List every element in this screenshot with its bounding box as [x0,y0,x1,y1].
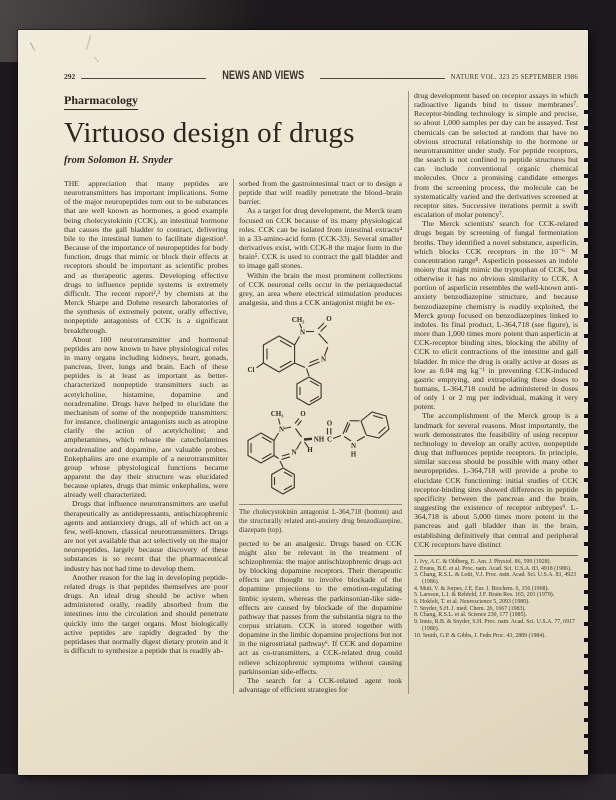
journal-volume-date: NATURE VOL. 323 25 SEPTEMBER 1986 [450,74,578,81]
reference-item: 5. Larsson, L.I. & Rehfeld, J.F. Brain Res. 165, 201 (1979). [414,592,555,599]
atom-label-ch3: CH₃ [291,316,305,325]
reference-item: 10. Smith, G.P. & Gibbs, J. Fedn Proc. 43, 2889 (1984). [414,632,546,639]
header-rule-right [320,78,444,79]
references-list [414,555,578,639]
reference-item: 3. Chang, R.S.L. & Lotti, V.J. Proc. natn. Acad. Sci. U.S.A. 83, 4923 (1986). [414,572,577,585]
paragraph: About 100 neurotransmitter and hormonal peptides are now known to have physiological roles in many organs including kidneys, heart, gonads, pancreas, liver, lungs and brain. Each of these peptides is at least as important as better-characterized nonpeptide transmitters such as acetylcholine, histamine, dopamine and noradrenaline. Drugs have helped to elucidate the mechanism of some of the nonpeptide transmitters: for instance, cholinergic antagonists such as atropine clarify the action of acetylcholine; and amphetamines, which release the catecholamines noradrenaline and dopamine, are valuable probes. Enkephalins are one example of a neurotransmitter group whose physiological functions became apparent the day their structure was elucidated because opiates, drugs that mimic enkephalins, were already well characterized. [64,334,228,500]
reference-item: 7. Snyder, S.H. J. med. Chem. 26, 1667 (1983). [414,605,526,612]
atom-label-n: N [350,442,357,451]
reference-item: 6. Hokfelt, T. et al. Neuroscience 5, 2093 (1980). [414,599,530,606]
page-header [64,70,578,81]
paragraph: THE appreciation that many peptides are neurotransmitters has important implications. Some of the major neuropeptides turn out to be substances that are well known as hormones, a good example being cholecystokinin (CCK), an intestinal hormone that causes the gall bladder to contract, delivering bile to the intestinal lumen to facilitate digestion¹. Because of the importance of neuropeptides for body function, drugs that mimic or block their effects at receptors should be important as scientific probes and as therapeutic agents. Developing effective drugs to influence peptide systems is extremely difficult. The recent report²,³ by chemists at the Merck Sharpe and Dohme research laboratories of the synthesis of extremely potent, orally effective, nonpeptide antagonists of CCK is a significant breakthrough. [64,179,228,335]
section-title: NEWS AND VIEWS [221,70,304,82]
article-category: Pharmacology [64,93,138,110]
atom-label-n: N [299,328,306,337]
diazepam-structure [257,323,328,405]
paragraph: Within the brain the most prominent collections of CCK neuronal cells occur in the periaqueductal grey, an area where electrical stimulation produces analgesia, and thus a CCK antagonist might be ex- [239,270,402,308]
chemical-structures-figure [239,310,402,534]
column-1 [64,179,228,694]
paragraph: The accomplishment of the Merck group is a landmark for several reasons. Most importantly, the work demonstrates the feasibility of using receptor technology to develop an orally active, nonpeptide drug that influences peptide receptors. In principle, similar success should be possible with many other neuropeptides. L-364,718 will provide a probe to elucidate CCK functioning: initial studies of CCK receptor-binding sites showed differences in peptide specificity between the pancreas and the brain, suggesting the existence of receptor subtypes⁹. L-364,718 is about 5,000 times more potent in the pancreas and gall bladder than in the brain, establishing definitively that central and peripheral CCK receptors have distinct [414,411,578,549]
atom-label-h: H [350,450,357,459]
reference-item: 4. Mutt, V. & Jorpes, J.E. Eur. J. Biochem. 6, 156 (1968). [414,585,549,592]
atom-label-nh: NH [313,435,325,444]
reference-item: 1. Ivy, A.C. & Oldberg, E. Am. J. Physiol. 86, 599 (1928). [414,558,551,565]
atom-label-n: N [320,355,327,364]
atom-label-n: N [278,425,285,434]
page-number: 292 [64,72,76,81]
atom-label-ch3: CH₃ [270,410,284,419]
paragraph: sorbed from the gastrointesintal tract or to design a peptide that will readily penetrate the blood–brain barrier. [239,179,402,207]
paragraph: The search for a CCK-related agent took advantage of efficient strategies for [239,675,402,695]
reference-item: 8. Chang, R.S.L. et al. Science 230, 177 (1985). [414,612,527,619]
atom-label-h: H [307,446,313,455]
figure-caption: The cholecystokinin antagonist L-364,718 (bottom) and the structurally related anti-anxiety drug benzodiazepine, diazepam (top). [239,504,402,534]
structure-drawing [239,310,402,502]
paragraph: pected to be an analgesic. Drugs based on CCK might also be relevant in the treatment of schizophrenia: the major antischizophrenic drugs act by blocking dopamine receptors. Their therapeutic effects are thought to involve blockade of the dopamine projections to the emotion-regulating limbic system, whereas the parkinsonian-like side-effects are caused by blockade of the dopamine pathway that passes from the substantia nigra to the corpus striatum. CCK is stored together with dopamine in the limbic dopamine projections but not in the nigrostriatal pathway⁶. If CCK and dopamine act as co-transmitters, a CCK-related drug could relieve schizophrenic symptoms without causing parkinsonian side-effects. [239,538,402,676]
paragraph: Another reason for the lag in developing peptide-related drugs is that peptides themselves are poor drugs. An ideal drug should be active when administered orally, readily absorbed from the intestines into the circulation and should penetrate quickly into the target organs. Most biologically active peptides are rapidly degraded by the peptidases that normally digest dietary protein and it is difficult to synthesize a peptide that is readily ab- [64,572,228,655]
article-byline: from Solomon H. Snyder [64,155,173,166]
column-2 [233,179,402,694]
atom-label-c: C [326,435,333,444]
reference-item: 9. Innis, R.B. & Snyder, S.H. Proc. natn. Acad. Sci. U.S.A. 77, 6917 (1980). [414,619,575,632]
header-rule-left [81,78,205,79]
article-left-block [64,91,403,694]
journal-page [18,30,588,775]
atom-label-cl: Cl [247,366,255,375]
page-content [18,30,588,775]
article-body [64,91,578,694]
column-3 [408,91,578,694]
paragraph: drug development based on receptor assays in which radioactive ligands bind to tissue membranes⁷. Receptor-binding technology is simple and precise, so about 1,000 samples per day can be assayed. Test chemicals can be selected at random that have no obvious structural relationship to the hormone or neurotransmitter under study. For peptide receptors, the search is not confined to peptide structures but can include conventional organic chemical molecules. Once a promising candidate emerges from the screening process, the molecule can be systematically varied and the derivatives screened at receptor sites. Successive iterations permit a swift escalation of molar potency⁷. [414,91,578,220]
paragraph: The Merck scientists' search for CCK-related drugs began by screening of fungal fermentation broths. They identified a novel substance, asperlicin, which blocks CCK receptors in the 10⁻⁶ M concentration range⁸. Asperlicin possesses an indole moiety that might mimic the tryptophan of CCK, but otherwise it has no obvious similarity to CCK. A portion of asperlicin resembles the well-known anti-anxiety benzodiazepine structure, and because benzodiazepine chemistry is readily exploited, the Merck group focused on benzodiazepines linked to indoles. Its final product, L-364,718 (see figure), is more than 1,000 times more potent than asperlicin at CCK-receptor binding sites, blocking the ability of CCK to elicit contractions of the intestine and gall bladder. In mice the drug is orally active at doses as low as 0.04 mg kg⁻¹ in preventing CCK-induced gastric emptying, and extrapolating these doses to humans, L-364,718 could be administered in doses of only 1 or 2 mg per individual, making it very potent. [414,219,578,412]
text-columns [64,179,403,694]
atom-label-o: O [326,419,333,428]
l364718-structure [248,412,389,494]
reference-item: 2. Evans, B.E. et al. Proc. natn. Acad. Sci. U.S.A. 83, 4918 (1986). [414,565,572,572]
atom-label-o: O [326,315,332,324]
atom-label-n: N [291,448,297,457]
atom-label-o: O [300,410,306,419]
scan-background-bottom [0,774,616,800]
paragraph: Drugs that influence neurotransmitters are useful therapeutically as antidepressants, antischizophrenic agents and antianxiety drugs, all of which act on a few, well-known, classical neurotransmitters. Drugs are not yet available that act selectively on the major neuropeptides, largely because discovery of these substances is so recent that the pharmaceutical industry has not had time to develop them. [64,499,228,573]
article-header [64,91,403,166]
paragraph: As a target for drug development, the Merck team focused on CCK because of its many physiological roles. CCK can be isolated from intestinal extracts⁴ in a 33-amino-acid form (CCK-33). Several smaller derivatives exist, with CCK-8 the major form in the brain⁵. CCK is used to contract the gall bladder and to image gall stones. [239,206,402,271]
article-title: Virtuoso design of drugs [64,117,355,149]
